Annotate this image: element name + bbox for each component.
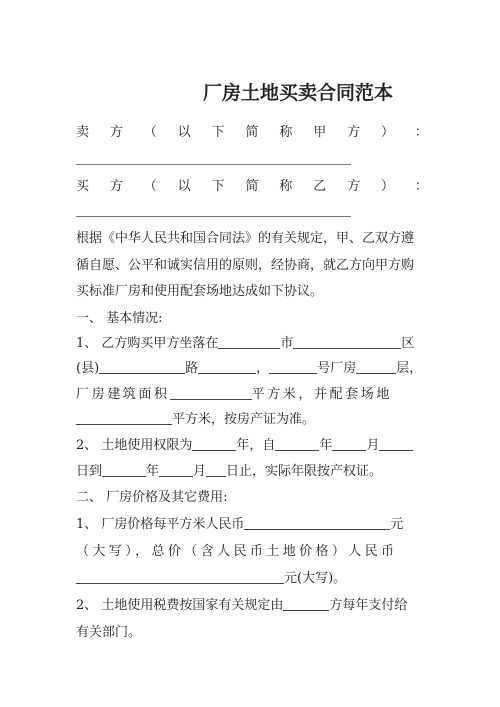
end-day-blank[interactable] xyxy=(206,462,226,477)
s1-item1-line4: 平方米，按房产证为准。 xyxy=(76,410,428,430)
s2-item1-line3: 元(大写)。 xyxy=(76,569,428,589)
building-number-blank[interactable] xyxy=(269,359,317,374)
total-price-blank[interactable] xyxy=(76,569,284,584)
intro-line-1: 根据《中华人民共和国合同法》的有关规定，甲、乙双方遵 xyxy=(76,231,415,246)
buyer-label: 买 方 （ 以 下 简 称 乙 方 ） ： xyxy=(76,179,428,194)
land-use-years-blank[interactable] xyxy=(192,436,236,451)
s2-item2-line1: 2、 土地使用税费按国家有关规定由 方每年支付给 xyxy=(76,598,408,613)
unit-price-blank[interactable] xyxy=(244,515,390,530)
intro-line-3: 买标准厂房和使用配套场地达成如下协议。 xyxy=(76,284,324,299)
start-month-blank[interactable] xyxy=(332,436,366,451)
s2-item1-line1: 1、 厂房价格每平方米人民币 元 xyxy=(76,517,404,532)
start-day-blank[interactable] xyxy=(379,436,413,451)
building-area-blank[interactable] xyxy=(170,385,252,400)
buyer-fill-line[interactable] xyxy=(76,216,351,217)
tax-payer-blank[interactable] xyxy=(283,596,329,611)
end-year-blank[interactable] xyxy=(102,462,146,477)
s1-item1-line1: 1、 乙方购买甲方坐落在 市 区 xyxy=(76,336,415,351)
s1-item1-line2: (县) 路 ， 号厂房 层， xyxy=(76,361,423,376)
document-title: 厂房土地买卖合同范本 xyxy=(202,82,393,104)
section1-heading: 一、 基本情况: xyxy=(76,311,163,326)
start-year-blank[interactable] xyxy=(275,436,319,451)
section2-heading: 二、 厂房价格及其它费用: xyxy=(76,490,228,505)
site-area-blank[interactable] xyxy=(76,410,172,425)
city-blank[interactable] xyxy=(218,334,280,349)
intro-line-2: 循自愿、公平和诚实信用的原则，经协商，就乙方向甲方购 xyxy=(76,258,415,273)
floor-blank[interactable] xyxy=(356,359,396,374)
road-number-blank[interactable] xyxy=(198,359,256,374)
s2-item2-line2: 有关部门。 xyxy=(76,625,142,640)
district-blank[interactable] xyxy=(293,334,401,349)
seller-fill-line[interactable] xyxy=(76,164,351,165)
seller-label: 卖 方 （ 以 下 简 称 甲 方 ） ： xyxy=(76,125,428,140)
road-name-blank[interactable] xyxy=(99,359,185,374)
s2-item1-line2: （大写），总价（含人民币土地价格）人民币 xyxy=(76,544,398,559)
s1-item2-line1: 2、 土地使用权限为 年，自 年 月 xyxy=(76,436,428,456)
end-month-blank[interactable] xyxy=(159,462,193,477)
s1-item1-line3: 厂房建筑面积 平方米，并配套场地 xyxy=(76,387,393,402)
s1-item2-line2: 日到 年 月 日止，实际年限按产权证。 xyxy=(76,464,383,479)
